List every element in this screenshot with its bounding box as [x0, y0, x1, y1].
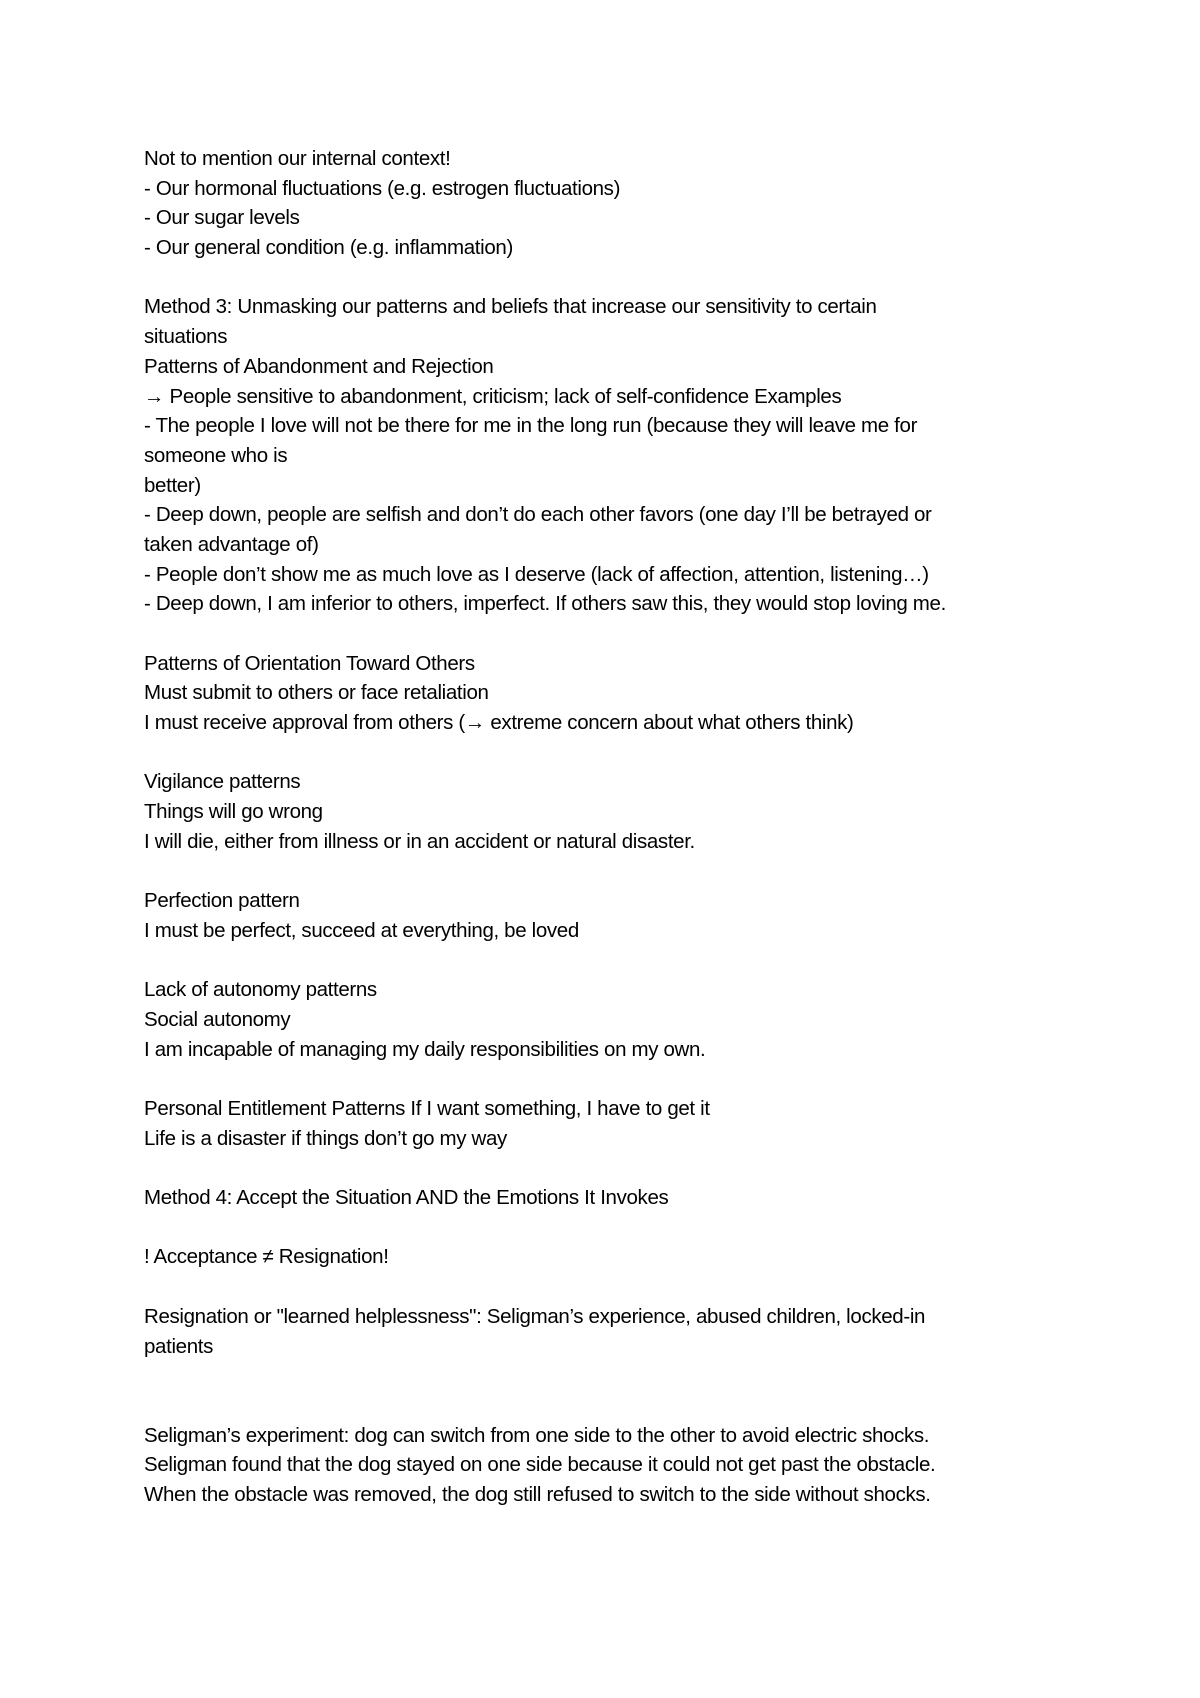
- experiment-line: Seligman found that the dog stayed on one side because it could not get past the obstacle.: [144, 1453, 936, 1477]
- abandonment-line: - The people I love will not be there for me in the long run (because they will leave me for: [144, 414, 918, 438]
- abandonment-line: - Deep down, I am inferior to others, imperfect. If others saw this, they would stop loving me.: [144, 592, 946, 616]
- autonomy-line: I am incapable of managing my daily responsibilities on my own.: [144, 1037, 706, 1061]
- internal-context-item: - Our hormonal fluctuations (e.g. estrogen fluctuations): [144, 176, 621, 200]
- method3-title: Method 3: Unmasking our patterns and beliefs that increase our sensitivity to certain: [144, 295, 877, 319]
- resignation-line: Resignation or "learned helplessness": Seligman’s experience, abused children, locked-in: [144, 1304, 926, 1328]
- paragraph-spacer: [144, 738, 1064, 768]
- vigilance-line: Things will go wrong: [144, 800, 323, 824]
- paragraph-spacer: [144, 1361, 1064, 1420]
- orientation-heading: Patterns of Orientation Toward Others: [144, 651, 475, 675]
- abandonment-line: someone who is: [144, 443, 288, 467]
- autonomy-line: Social autonomy: [144, 1007, 291, 1031]
- entitlement-line: Life is a disaster if things don’t go my way: [144, 1126, 507, 1150]
- perfection-line: I must be perfect, succeed at everything, be loved: [144, 918, 579, 942]
- vigilance-heading: Vigilance patterns: [144, 770, 301, 794]
- document-body: [144, 144, 1064, 1510]
- paragraph-spacer: [144, 263, 1064, 293]
- orientation-line: Must submit to others or face retaliation: [144, 681, 489, 705]
- abandonment-heading: Patterns of Abandonment and Rejection: [144, 354, 494, 378]
- paragraph-spacer: [144, 1153, 1064, 1183]
- internal-context-heading: Not to mention our internal context!: [144, 147, 451, 170]
- abandonment-line: - Deep down, people are selfish and don’t do each other favors (one day I’ll be betrayed or: [144, 503, 932, 527]
- abandonment-line: → People sensitive to abandonment, criticism; lack of self-confidence Examples: [144, 384, 842, 408]
- abandonment-line: - People don’t show me as much love as I deserve (lack of affection, attention, listening…): [144, 562, 929, 586]
- abandonment-line: better): [144, 473, 201, 497]
- method4-title: Method 4: Accept the Situation AND the Emotions It Invokes: [144, 1186, 669, 1210]
- internal-context-item: - Our sugar levels: [144, 206, 300, 230]
- entitlement-heading: Personal Entitlement Patterns If I want something, I have to get it: [144, 1097, 710, 1120]
- experiment-line: When the obstacle was removed, the dog still refused to switch to the side without shocks.: [144, 1482, 931, 1506]
- method3-title-continued: situations: [144, 325, 228, 349]
- paragraph-spacer: [144, 1272, 1064, 1302]
- perfection-heading: Perfection pattern: [144, 889, 300, 913]
- orientation-line: I must receive approval from others (→ extreme concern about what others think): [144, 711, 854, 735]
- abandonment-line: taken advantage of): [144, 532, 319, 556]
- experiment-line: Seligman’s experiment: dog can switch from one side to the other to avoid electric shocks.: [144, 1423, 930, 1447]
- paragraph-spacer: [144, 857, 1064, 887]
- paragraph-spacer: [144, 1213, 1064, 1243]
- acceptance-statement: ! Acceptance ≠ Resignation!: [144, 1245, 389, 1269]
- paragraph-spacer: [144, 619, 1064, 649]
- autonomy-heading: Lack of autonomy patterns: [144, 978, 377, 1002]
- paragraph-spacer: [144, 946, 1064, 976]
- internal-context-item: - Our general condition (e.g. inflammation): [144, 236, 513, 260]
- resignation-line-continued: patients: [144, 1334, 214, 1358]
- paragraph-spacer: [144, 1064, 1064, 1094]
- vigilance-line: I will die, either from illness or in an accident or natural disaster.: [144, 829, 695, 853]
